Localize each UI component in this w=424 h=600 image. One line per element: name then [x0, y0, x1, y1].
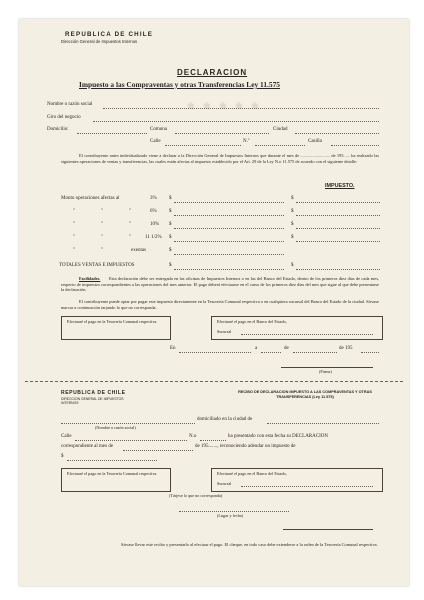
ditto-mark: "	[73, 235, 76, 240]
ditto-mark: "	[101, 209, 104, 214]
ditto-mark: "	[73, 248, 76, 253]
rate-10: 10%	[150, 222, 160, 227]
domicilio-field[interactable]	[77, 133, 147, 134]
facilidades-paragraph-2: El contribuyente puede optar por pagar este impuesto directamente en la Tesorería Comunal respectiva o en cualquiera sucursal del Banco del Estado de la ciudad. Sírvase marcar a continuación tarjando lo que no corresponda.	[61, 299, 379, 310]
rate-6: 6%	[150, 209, 157, 214]
exentas-label: exentas	[131, 248, 146, 253]
header-agency: Dirección General de Impuestos Internos	[61, 39, 138, 44]
receipt-title: RECIBO DE DECLARACION IMPUESTO A LAS COMPRAVENTAS Y OTRAS TRANSFERENCIAS (Ley 11.575)	[238, 390, 372, 399]
header-country: REPUBLICA DE CHILE	[65, 31, 154, 38]
amount-exentas-field[interactable]	[174, 254, 284, 255]
tax-11-5-field[interactable]	[296, 241, 380, 242]
giro-field[interactable]	[93, 121, 379, 122]
tax-10-field[interactable]	[296, 228, 380, 229]
receipt-de195: de 195......., reconociendo adeudar un impuesto de	[195, 444, 296, 449]
receipt-calle-field[interactable]	[75, 440, 187, 441]
currency-sign: $	[291, 196, 294, 201]
receipt-sucursal: Sucursal	[217, 481, 232, 486]
receipt-numero-field[interactable]	[200, 440, 226, 441]
numero-label: N.º	[243, 139, 250, 144]
nombre-field[interactable]	[103, 108, 379, 109]
date-place-field[interactable]	[179, 352, 251, 353]
currency-sign: $	[291, 222, 294, 227]
currency-sign: $	[169, 263, 172, 268]
date-en: En	[170, 346, 176, 351]
comuna-field[interactable]	[175, 133, 269, 134]
receipt-signature-line[interactable]	[283, 529, 373, 530]
calle-field[interactable]	[165, 145, 241, 146]
receipt-presentado: ha presentado con esta fecha su DECLARACION	[228, 434, 328, 439]
currency-sign: $	[169, 222, 172, 227]
amount-11-5-field[interactable]	[174, 241, 284, 242]
currency-sign: $	[291, 263, 294, 268]
currency-sign: $	[169, 235, 172, 240]
impuesto-header: IMPUESTO.	[325, 183, 355, 189]
rate-11-5: 11 1/2%	[145, 235, 162, 240]
date-year: de 195	[339, 346, 353, 351]
receipt-amount-field[interactable]	[67, 460, 157, 461]
option-tesoreria: Efectuaré el pago en la Tesorería Comunal respectiva.	[67, 319, 158, 324]
currency-sign: $	[169, 248, 172, 253]
receipt-tesoreria: Efectuaré el pago en la Tesorería Comunal respectiva.	[67, 471, 158, 476]
amount-10-field[interactable]	[174, 228, 284, 229]
receipt-sucursal-field[interactable]	[241, 486, 373, 487]
rate-3: 3%	[150, 196, 157, 201]
ditto-mark: "	[129, 235, 132, 240]
ditto-mark: "	[129, 209, 132, 214]
ditto-mark: "	[101, 248, 104, 253]
amount-6-field[interactable]	[174, 215, 284, 216]
comuna-label: Comuna	[150, 127, 167, 132]
total-amount-field[interactable]	[174, 269, 284, 270]
receipt-footer: Sírvase llevar este recibo y presentarlo al efectuar el pago. El cheque, en todo caso debe extenderse a la orden de la Tesorería Comunal respectiva.	[121, 542, 378, 547]
ditto-mark: "	[73, 209, 76, 214]
receipt-calle-label: Calle	[61, 434, 72, 439]
numero-field[interactable]	[255, 145, 305, 146]
facilidades-paragraph: Esta declaración debe ser entregada en las oficinas de Impuestos Internos o en las del Banco del Estado, dentro de los primeros diez días de cada mes, respecto de impuestos correspondientes a las operaciones del mes anterior. El pago deberá efectuarse en el curso de los primeros diez días del mes que sigue al que debe presentarse la declaración.	[61, 276, 379, 293]
receipt-lugar-field[interactable]	[179, 511, 289, 512]
receipt-tarjese-caption: (Tárjese lo que no corresponda)	[169, 493, 223, 498]
tax-6-field[interactable]	[296, 215, 380, 216]
nombre-label: Nombre o razón social	[47, 102, 93, 107]
currency-sign: $	[291, 235, 294, 240]
date-year-field[interactable]	[361, 352, 379, 353]
option-banco: Efectuaré el pago en el Banco del Estado,	[217, 319, 287, 324]
casilla-field[interactable]	[331, 145, 379, 146]
receipt-dollar: $	[61, 454, 64, 459]
tear-off-line	[25, 381, 403, 382]
receipt-banco: Efectuaré el pago en el Banco del Estado,	[217, 471, 287, 476]
total-tax-field[interactable]	[296, 269, 380, 270]
signature-line[interactable]	[281, 367, 373, 368]
currency-sign: $	[169, 196, 172, 201]
ditto-mark: "	[129, 222, 132, 227]
receipt-nombre-caption: (Nombre o razón social)	[95, 425, 136, 430]
facilidades-title: Facilidades.	[79, 276, 101, 281]
ciudad-label: Ciudad	[273, 127, 288, 132]
form-title: DECLARACION	[177, 68, 248, 77]
receipt-domicilio-label: domiciliado en la ciudad de	[197, 417, 253, 422]
faded-stamp: ✱ ✱ ✱ ✱ ✱	[187, 101, 262, 111]
receipt-ciudad-field[interactable]	[267, 423, 379, 424]
receipt-nombre-field[interactable]	[61, 423, 195, 424]
domicilio-label: Domicilio:	[47, 127, 69, 132]
ditto-mark: "	[73, 222, 76, 227]
tax-3-field[interactable]	[296, 202, 380, 203]
form-subtitle: Impuesto a las Compraventas y otras Transferencias Ley 11.575	[79, 80, 280, 89]
form-sheet	[19, 19, 409, 586]
currency-sign: $	[169, 209, 172, 214]
intro-paragraph: El contribuyente antes individualizado viene a declarar a la Dirección General de Impuestos Internos que durante el mes de ........................... de 195...... ha realizado las siguientes operaciones de ventas y transferencias, las cuales están afectas al impuesto establecido por el Art. 29 de la Ley N.o 11.575 de acuerdo con el siguiente detalle:	[61, 153, 379, 164]
ciudad-field[interactable]	[295, 133, 379, 134]
receipt-lugar-caption: (Lugar y fecha)	[217, 513, 244, 518]
date-a: a	[255, 346, 258, 351]
date-de: de	[284, 346, 289, 351]
totals-label: TOTALES VENTAS E IMPUESTOS	[59, 263, 135, 268]
ditto-mark: "	[101, 222, 104, 227]
date-day-field[interactable]	[261, 352, 281, 353]
signature-caption: (Firma)	[319, 369, 332, 374]
receipt-agency: DIRECCION GENERAL DE IMPUESTOS INTERNOS	[61, 397, 124, 406]
option-sucursal: Sucursal	[217, 329, 232, 334]
calle-label: Calle	[150, 139, 161, 144]
receipt-mes-field[interactable]	[123, 450, 193, 451]
date-month-field[interactable]	[293, 352, 337, 353]
receipt-country: REPUBLICA DE CHILE	[61, 390, 126, 396]
operations-label: Monto operaciones afectas al	[61, 196, 120, 201]
casilla-label: Casilla	[308, 139, 322, 144]
receipt-numero-label: N.o	[189, 434, 197, 439]
ditto-mark: "	[101, 235, 104, 240]
sucursal-field[interactable]	[241, 334, 373, 335]
receipt-correspondiente: correspondiente al mes de	[61, 444, 114, 449]
amount-3-field[interactable]	[174, 202, 284, 203]
giro-label: Giro del negocio	[47, 115, 81, 120]
currency-sign: $	[291, 209, 294, 214]
